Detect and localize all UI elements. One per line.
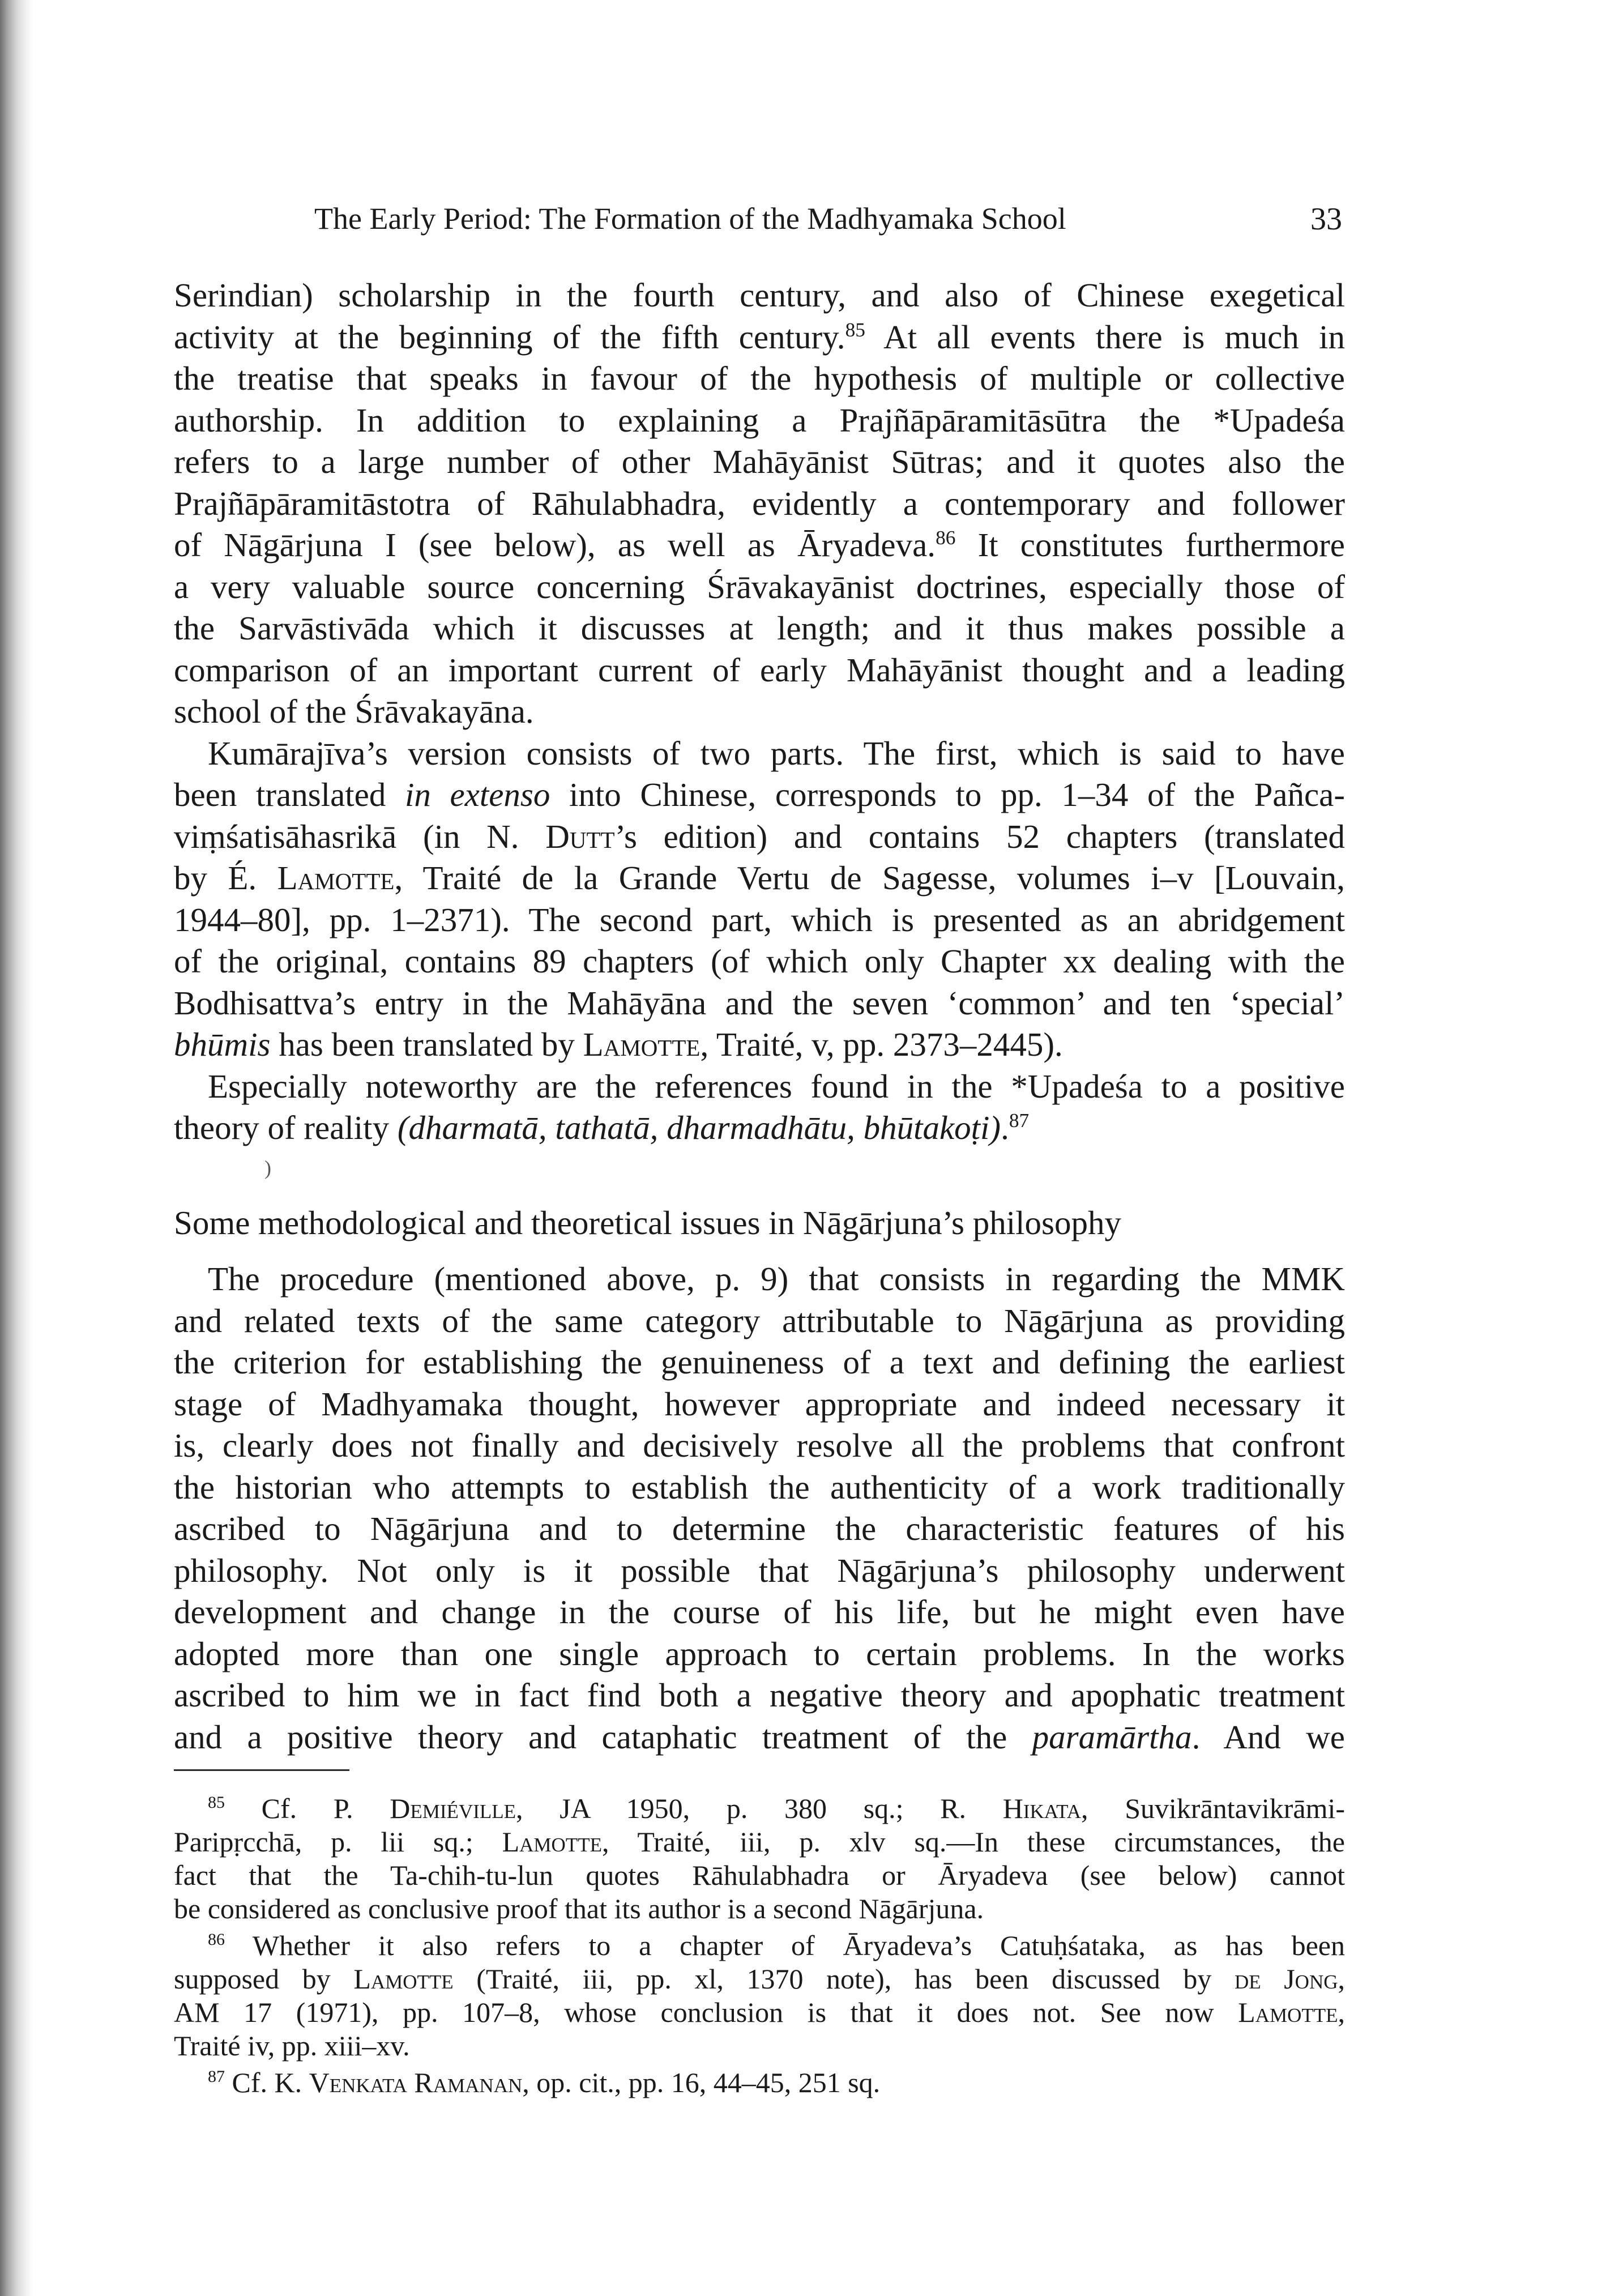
footnote-marker: 86 bbox=[936, 526, 956, 549]
italic-text: in extenso bbox=[404, 776, 550, 813]
text-line: of Nāgārjuna I (see below), as well as Āryadeva.$^{86}$ It constitutes furthermore bbox=[174, 526, 1345, 564]
text-line: $^{87}$ Cf. K. Venkata Ramanan, op. cit., pp. 16, 44–45, 251 sq. bbox=[208, 2067, 881, 2098]
footnote-marker: 87 bbox=[208, 2067, 225, 2086]
running-title: The Early Period: The Formation of the Madhyamaka School bbox=[314, 202, 1066, 236]
text-line: the Sarvāstivāda which it discusses at length; and it thus makes possible a bbox=[174, 609, 1345, 647]
text-line: Kumārajīva’s version consists of two parts. The first, which is said to have bbox=[208, 734, 1345, 772]
author-name: de Jong bbox=[1234, 1963, 1338, 1995]
text-line: Paripṛcchā, p. lii sq.; Lamotte, Traité, iii, p. xlv sq.—In these circumstances, the bbox=[174, 1826, 1345, 1858]
text-line: ascribed to Nāgārjuna and to determine the characteristic features of his bbox=[174, 1510, 1345, 1547]
text-line: $^{86}$ Whether it also refers to a chapter of Āryadeva’s Catuḥśataka, as has been bbox=[208, 1930, 1345, 1961]
text-line: Bodhisattva’s entry in the Mahāyāna and the seven ‘common’ and ten ‘special’ bbox=[174, 984, 1345, 1022]
text-line: activity at the beginning of the fifth century.$^{85}$ At all events there is much in bbox=[174, 318, 1345, 356]
author-name: Lamotte bbox=[1238, 1996, 1338, 2028]
italic-text: bhūmis bbox=[174, 1026, 271, 1063]
text-line: and a positive theory and cataphatic treatment of the paramārtha. And we bbox=[174, 1718, 1345, 1756]
text-line: Serindian) scholarship in the fourth century, and also of Chinese exegetical bbox=[174, 276, 1345, 314]
footnote bbox=[174, 1792, 1345, 1926]
footnotes bbox=[174, 1792, 1345, 2099]
text-line: Traité iv, pp. xiii–xv. bbox=[174, 2030, 410, 2062]
text-line: be considered as conclusive proof that its author is a second Nāgārjuna. bbox=[174, 1893, 984, 1924]
section-body-text bbox=[174, 1258, 1345, 1758]
text-line: by É. Lamotte, Traité de la Grande Vertu de Sagesse, volumes i–v [Louvain, bbox=[174, 859, 1345, 897]
text-line: the historian who attempts to establish the authenticity of a work traditionally bbox=[174, 1468, 1345, 1506]
text-line: school of the Śrāvakayāna. bbox=[174, 693, 534, 730]
footnote-marker: 85 bbox=[845, 318, 865, 341]
paragraph bbox=[174, 1066, 1345, 1149]
author-name: Lamotte bbox=[583, 1026, 701, 1063]
text-line: and related texts of the same category attributable to Nāgārjuna as providing bbox=[174, 1301, 1345, 1339]
text-line: $^{85}$ Cf. P. Demiéville, JA 1950, p. 380 sq.; R. Hikata, Suvikrāntavikrāmi- bbox=[208, 1793, 1346, 1824]
text-line: Especially noteworthy are the references found in the *Upadeśa to a positive bbox=[208, 1067, 1345, 1105]
italic-text: (dharmatā, tathatā, dharmadhātu, bhūtakoṭi) bbox=[397, 1109, 1001, 1146]
text-line: development and change in the course of his life, but he might even have bbox=[174, 1593, 1345, 1631]
text-line: the treatise that speaks in favour of the hypothesis of multiple or collective bbox=[174, 360, 1345, 397]
text-line: authorship. In addition to explaining a Prajñāpāramitāsūtra the *Upadeśa bbox=[174, 401, 1345, 439]
section-heading: Some methodological and theoretical issues in Nāgārjuna’s philosophy bbox=[174, 1204, 1121, 1241]
page-number: 33 bbox=[1310, 202, 1342, 237]
body-text bbox=[174, 275, 1345, 1149]
author-name: Dutt bbox=[545, 817, 615, 855]
text-line: comparison of an important current of early Mahāyānist thought and a leading bbox=[174, 651, 1345, 689]
paragraph bbox=[174, 1258, 1345, 1758]
text-line: supposed by Lamotte (Traité, iii, pp. xl, 1370 note), has been discussed by de Jong, bbox=[174, 1963, 1346, 1995]
author-name: Venkata Ramanan bbox=[309, 2067, 523, 2098]
text-line: Prajñāpāramitāstotra of Rāhulabhadra, evidently a contemporary and follower bbox=[174, 484, 1345, 522]
text-line: theory of reality (dharmatā, tathatā, dharmadhātu, bhūtakoṭi).$^{87}$ bbox=[174, 1108, 1030, 1146]
italic-text: paramārtha bbox=[1032, 1718, 1192, 1756]
text-line: 1944–80], pp. 1–2371). The second part, which is presented as an abridgement bbox=[174, 901, 1345, 938]
text-line: refers to a large number of other Mahāyānist Sūtras; and it quotes also the bbox=[174, 443, 1345, 480]
text-line: bhūmis has been translated by Lamotte, Traité, v, pp. 2373–2445). bbox=[174, 1026, 1063, 1063]
text-line: the criterion for establishing the genuineness of a text and defining the earliest bbox=[174, 1343, 1345, 1381]
text-line: is, clearly does not finally and decisively resolve all the problems that confront bbox=[174, 1427, 1345, 1464]
footnote bbox=[174, 2066, 1345, 2099]
text-line: viṃśatisāhasrikā (in N. Dutt’s edition) and contains 52 chapters (translated bbox=[174, 817, 1345, 855]
author-name: Hikata bbox=[1002, 1793, 1082, 1824]
scan-edge-shadow bbox=[0, 0, 34, 2296]
paragraph bbox=[174, 733, 1345, 1066]
text-line: ascribed to him we in fact find both a negative theory and apophatic treatment bbox=[174, 1676, 1345, 1714]
text-line: of the original, contains 89 chapters (of which only Chapter xx dealing with the bbox=[174, 942, 1345, 980]
author-name: Lamotte bbox=[502, 1826, 602, 1858]
author-name: Lamotte bbox=[277, 859, 395, 897]
paragraph bbox=[174, 275, 1345, 733]
footnote-rule bbox=[174, 1769, 349, 1771]
author-name: Lamotte bbox=[353, 1963, 454, 1995]
text-line: The procedure (mentioned above, p. 9) that consists in regarding the MMK bbox=[208, 1260, 1345, 1298]
text-line: adopted more than one single approach to certain problems. In the works bbox=[174, 1634, 1345, 1672]
footnote-marker: 85 bbox=[208, 1793, 225, 1812]
text-line: a very valuable source concerning Śrāvakayānist doctrines, especially those of bbox=[174, 567, 1345, 605]
text-line: philosophy. Not only is it possible that Nāgārjuna’s philosophy underwent bbox=[174, 1551, 1345, 1589]
running-header bbox=[314, 201, 1342, 241]
text-line: AM 17 (1971), pp. 107–8, whose conclusion is that it does not. See now Lamotte, bbox=[174, 1996, 1345, 2028]
footnote-marker: 87 bbox=[1009, 1108, 1030, 1132]
footnote-marker: 86 bbox=[208, 1930, 225, 1949]
text-line: fact that the Ta-chih-tu-lun quotes Rāhulabhadra or Āryadeva (see below) cannot bbox=[174, 1859, 1345, 1891]
text-line: been translated in extenso into Chinese, corresponds to pp. 1–34 of the Pañca- bbox=[174, 776, 1345, 813]
footnote bbox=[174, 1929, 1345, 2063]
author-name: Demiéville bbox=[390, 1793, 516, 1824]
text-line: stage of Madhyamaka thought, however appropriate and indeed necessary it bbox=[174, 1385, 1345, 1423]
stray-mark: ) bbox=[264, 1156, 271, 1179]
